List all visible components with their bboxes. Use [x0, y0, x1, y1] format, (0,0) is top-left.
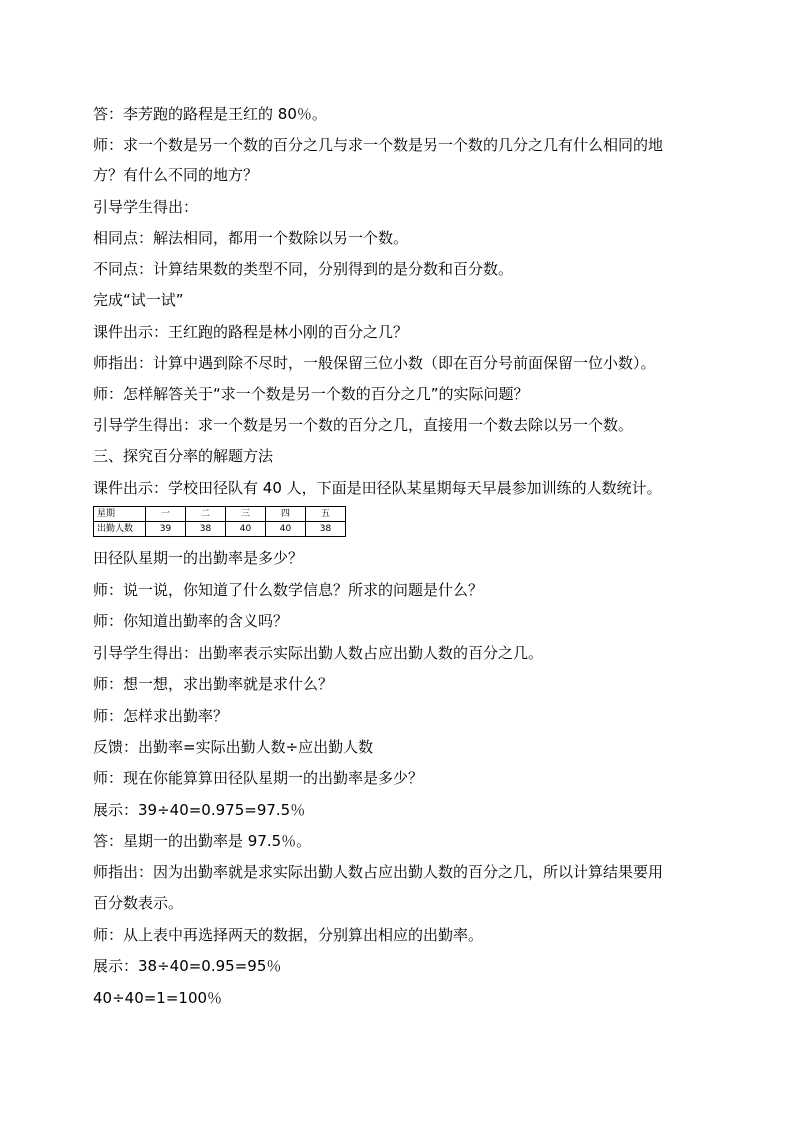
paragraph-line: 师指出：计算中遇到除不尽时，一般保留三位小数（即在百分号前面保留一位小数）。	[93, 354, 656, 372]
table-cell: 二	[186, 507, 226, 522]
paragraph-line: 师：现在你能算算田径队星期一的出勤率是多少？	[93, 769, 424, 787]
table-header-cell: 出勤人数	[94, 522, 146, 537]
paragraph-line: 师：想一想，求出勤率就是求什么？	[93, 675, 334, 693]
table-cell: 38	[186, 522, 226, 537]
paragraph-line: 师指出：因为出勤率就是求实际出勤人数占应出勤人数的百分之几，所以计算结果要用	[93, 863, 664, 881]
paragraph-line: 课件出示：学校田径队有 40 人，下面是田径队某星期每天早晨参加训练的人数统计。	[93, 479, 662, 497]
paragraph-line: 展示：38÷40=0.95=95％	[93, 957, 282, 975]
paragraph-line: 田径队星期一的出勤率是多少？	[93, 549, 304, 567]
paragraph-line: 师：说一说，你知道了什么数学信息？所求的问题是什么？	[93, 581, 484, 599]
table-header-cell: 星期	[94, 507, 146, 522]
paragraph-line: 反馈：出勤率=实际出勤人数÷应出勤人数	[93, 738, 374, 756]
paragraph-line: 师：怎样解答关于“求一个数是另一个数的百分之几”的实际问题？	[93, 385, 529, 403]
paragraph-line: 引导学生得出：出勤率表示实际出勤人数占应出勤人数的百分之几。	[93, 644, 544, 662]
paragraph-line: 师：你知道出勤率的含义吗？	[93, 612, 289, 630]
paragraph-line: 师：求一个数是另一个数的百分之几与求一个数是另一个数的几分之几有什么相同的地	[93, 136, 664, 154]
paragraph-line: 百分数表示。	[93, 894, 184, 912]
paragraph-line: 展示：39÷40=0.975=97.5％	[93, 801, 306, 819]
table-row	[94, 522, 346, 537]
section-heading: 三、探究百分率的解题方法	[93, 447, 274, 465]
paragraph-line: 师：从上表中再选择两天的数据，分别算出相应的出勤率。	[93, 926, 484, 944]
table-cell: 38	[306, 522, 346, 537]
paragraph-line: 方？有什么不同的地方？	[93, 166, 259, 184]
table-cell: 五	[306, 507, 346, 522]
paragraph-line: 课件出示：王红跑的路程是林小刚的百分之几？	[93, 323, 409, 341]
table-cell: 39	[146, 522, 186, 537]
paragraph-line: 40÷40=1=100％	[93, 989, 223, 1007]
paragraph-line: 完成“试一试”	[93, 291, 184, 309]
table-cell: 一	[146, 507, 186, 522]
paragraph-line: 答：李芳跑的路程是王红的 80％。	[93, 105, 327, 123]
paragraph-line: 不同点：计算结果数的类型不同，分别得到的是分数和百分数。	[93, 260, 514, 278]
attendance-table	[93, 506, 346, 537]
paragraph-line: 引导学生得出：	[93, 198, 199, 216]
paragraph-line: 师：怎样求出勤率？	[93, 707, 229, 725]
table-cell: 40	[226, 522, 266, 537]
paragraph-line: 答：星期一的出勤率是 97.5％。	[93, 832, 312, 850]
paragraph-line: 引导学生得出：求一个数是另一个数的百分之几，直接用一个数去除以另一个数。	[93, 416, 634, 434]
table-cell: 三	[226, 507, 266, 522]
table-cell: 四	[266, 507, 306, 522]
paragraph-line: 相同点：解法相同，都用一个数除以另一个数。	[93, 229, 409, 247]
table-cell: 40	[266, 522, 306, 537]
table-row	[94, 507, 346, 522]
